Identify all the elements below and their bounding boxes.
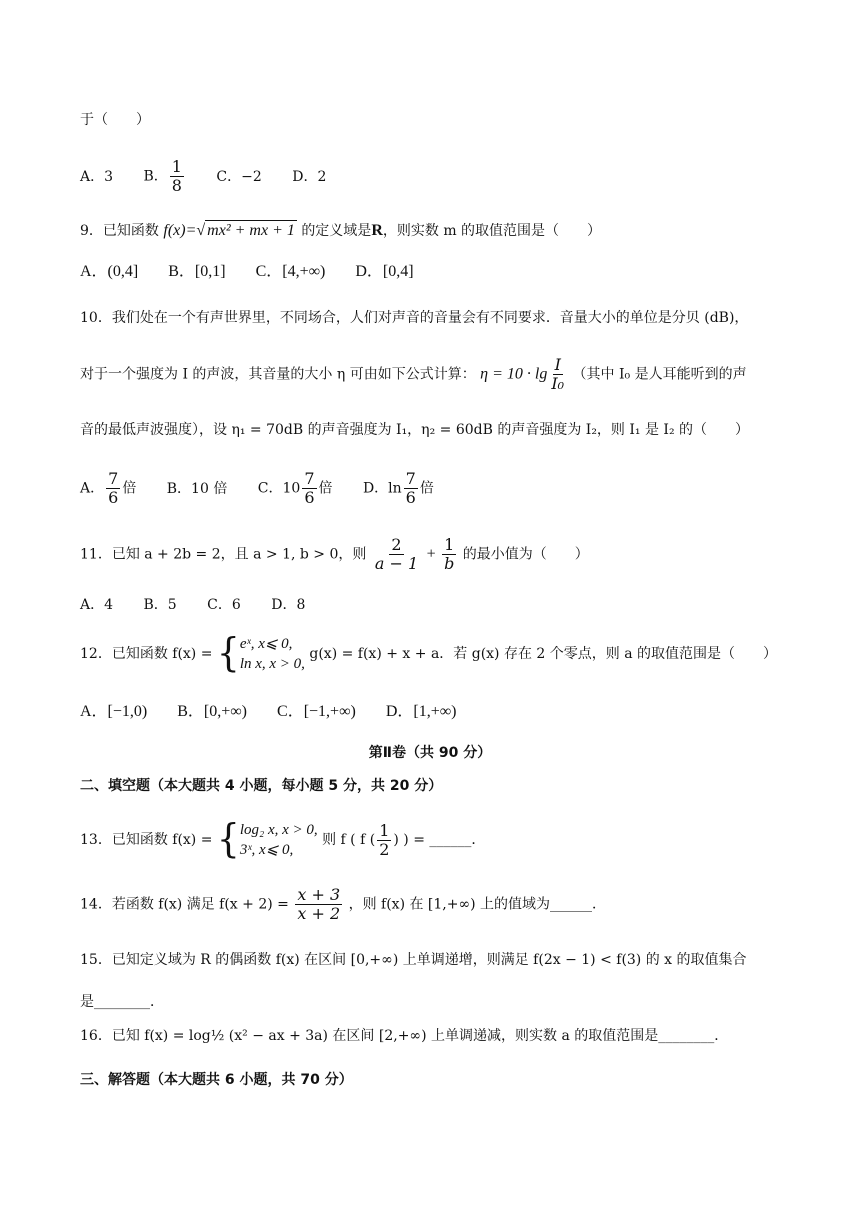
q11-option-c: C．6 [207, 597, 241, 613]
q8-option-d: D．2 [292, 168, 327, 185]
part2-title: 第Ⅱ卷（共 90 分） [368, 745, 492, 761]
q15-line-1: 15．已知定义域为 R 的偶函数 f(x) 在区间 [0,+∞) 上单调递增，则满足 f(2x − 1) < f(3) 的 x 的取值集合 [80, 952, 747, 968]
q10-option-a: A． $\frac{7}{6}$ 倍 [80, 469, 137, 507]
q12-option-b: B．[0,+∞) [177, 703, 248, 720]
q10-line-2: 对于一个强度为 I 的声波，其音量的大小 η 可由如下公式计算： η = 10 · lg $\frac{I}{\text{I₀}}$ （其中 I₀ 是人耳能听到的声 [80, 355, 747, 393]
q10-option-b: B．10 倍 [166, 480, 228, 497]
q8-option-a: A．3 [80, 168, 114, 185]
q12-stem: 12．已知函数 f(x) = { eˣ, x⩽ 0, ln x, x > 0, g(x) = f(x) + x + a．若 g(x) 存在 2 个零点，则 a 的取值范围是（ ） [80, 630, 778, 676]
q9-option-b: B．[0,1] [168, 263, 226, 280]
q9-option-c: C．[4,+∞) [255, 263, 326, 280]
q8-option-b: B． $\frac{1}{8}$ [143, 157, 182, 195]
q10-option-d: D．ln $\frac{7}{6}$ 倍 [362, 469, 434, 507]
q16-stem: 16．已知 f(x) = log½ (x² − ax + 3a) 在区间 [2,+∞) 上单调递减，则实数 a 的取值范围是________． [80, 1028, 729, 1044]
q10-line-1: 10．我们处在一个有声世界里，不同场合，人们对声音的音量会有不同要求．音量大小的单位是分贝 (dB)， [80, 310, 749, 326]
q10-options [80, 470, 460, 507]
q13-stem: 13．已知函数 f(x) = { log₂ x, x > 0, 3ˣ, x⩽ 0, 则 f ( f ( $\frac{1}{2}$ ) ) = ______． [80, 816, 486, 862]
q8-tail: 于（ ） [80, 112, 150, 128]
q9-options [80, 262, 440, 282]
q15-line-2: 是________． [80, 994, 164, 1010]
q12-option-d: D．[1,+∞) [385, 703, 457, 720]
q11-options [80, 595, 331, 615]
q11-option-a: A．4 [80, 597, 114, 613]
q11-option-b: B．5 [143, 597, 177, 613]
q11-option-d: D．8 [271, 597, 306, 613]
q14-stem: 14．若函数 f(x) 满足 f(x + 2) = $\frac{x + 3}{x + 2}$ ，则 f(x) 在 [1,+∞) 上的值域为______． [80, 885, 607, 923]
q10-line-3: 音的最低声波强度），设 η₁ = 70dB 的声音强度为 I₁，η₂ = 60dB 的声音强度为 I₂，则 I₁ 是 I₂ 的（ ） [80, 422, 750, 438]
q12-options [80, 702, 482, 722]
q8-options [80, 158, 352, 195]
q9-stem: 9．已知函数 f(x)=√ mx² + mx + 1 的定义域是R，则实数 m 的取值范围是（ ） [80, 222, 602, 239]
section3-title: 三、解答题（本大题共 6 小题，共 70 分） [80, 1072, 353, 1088]
q9-option-a: A．(0,4] [80, 263, 139, 280]
q9-option-d: D．[0,4] [355, 263, 414, 280]
q8-option-c: C．−2 [216, 168, 262, 185]
q10-option-c: C．10 $\frac{7}{6}$ 倍 [257, 469, 333, 507]
q12-option-c: C．[−1,+∞) [277, 703, 356, 720]
section2-title: 二、填空题（本大题共 4 小题，每小题 5 分，共 20 分） [80, 778, 443, 794]
q11-stem: 11．已知 a + 2b = 2，且 a > 1, b > 0，则 $\frac{2}{a - 1}$ + $\frac{1}{b}$ 的最小值为（ ） [80, 535, 589, 573]
q12-option-a: A．[−1,0) [80, 703, 148, 720]
